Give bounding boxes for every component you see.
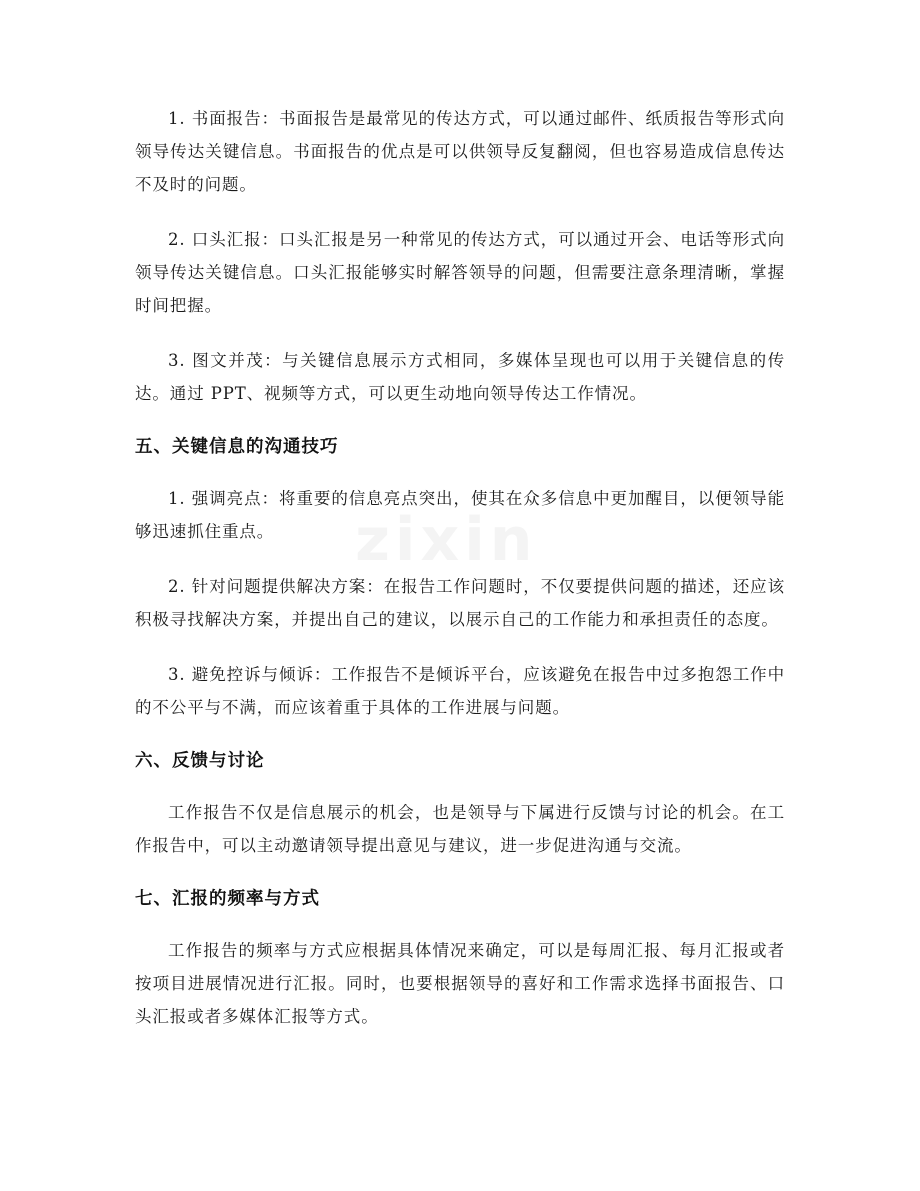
para-solutions: 2. 针对问题提供解决方案：在报告工作问题时，不仅要提供问题的描述，还应该积极寻找解决方案，并提出自己的建议，以展示自己的工作能力和承担责任的态度。 — [135, 577, 785, 629]
para-feedback: 工作报告不仅是信息展示的机会，也是领导与下属进行反馈与讨论的机会。在工作报告中，可以主动邀请领导提出意见与建议，进一步促进沟通与交流。 — [135, 803, 785, 855]
para-frequency: 工作报告的频率与方式应根据具体情况来确定，可以是每周汇报、每月汇报或者按项目进展情况进行汇报。同时，也要根据领导的喜好和工作需求选择书面报告、口头汇报或者多媒体汇报等方式。 — [135, 941, 785, 1026]
para-multimedia: 3. 图文并茂：与关键信息展示方式相同，多媒体呈现也可以用于关键信息的传达。通过 PPT、视频等方式，可以更生动地向领导传达工作情况。 — [135, 351, 785, 403]
heading-section-7: 七、汇报的频率与方式 — [135, 889, 320, 909]
para-written-report: 1. 书面报告：书面报告是最常见的传达方式，可以通过邮件、纸质报告等形式向领导传达关键信息。书面报告的优点是可以供领导反复翻阅，但也容易造成信息传达不及时的问题。 — [135, 109, 785, 194]
document-body — [135, 102, 785, 1055]
heading-section-6: 六、反馈与讨论 — [135, 751, 265, 771]
heading-section-5: 五、关键信息的沟通技巧 — [135, 437, 339, 457]
para-avoid-complaints: 3. 避免控诉与倾诉：工作报告不是倾诉平台，应该避免在报告中过多抱怨工作中的不公平与不满，而应该着重于具体的工作进展与问题。 — [135, 665, 785, 717]
para-highlight: 1. 强调亮点：将重要的信息亮点突出，使其在众多信息中更加醒目，以便领导能够迅速抓住重点。 — [135, 489, 785, 541]
para-oral-report: 2. 口头汇报：口头汇报是另一种常见的传达方式，可以通过开会、电话等形式向领导传达关键信息。口头汇报能够实时解答领导的问题，但需要注意条理清晰，掌握时间把握。 — [135, 230, 785, 315]
watermark: zixin — [355, 505, 538, 575]
